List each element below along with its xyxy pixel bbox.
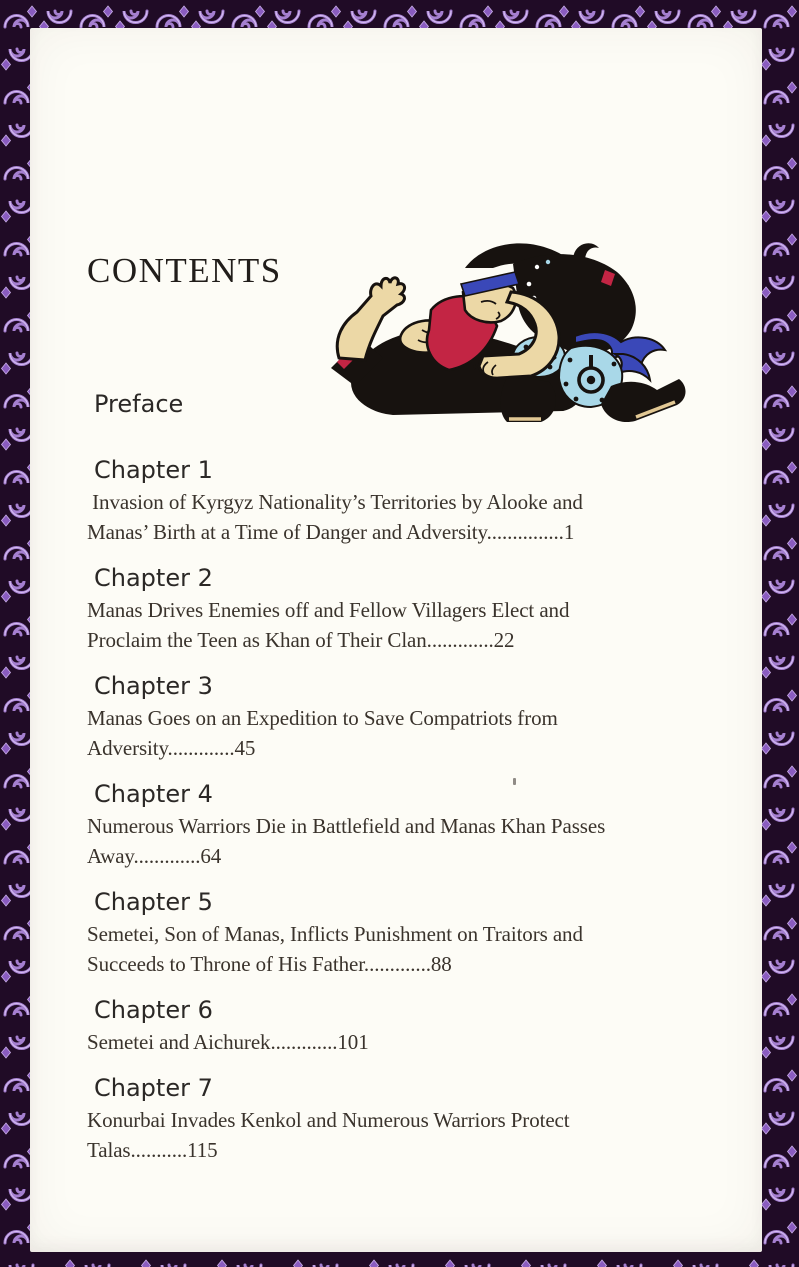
table-of-contents [87,455,667,1181]
chapter-heading: Chapter 3 [94,672,213,700]
toc-entry-chapter-4 [87,779,667,871]
chapter-description-line: Semetei and Aichurek.............101 [87,1030,369,1054]
chapter-description-line: Numerous Warriors Die in Battlefield and Manas Khan Passes [87,814,606,838]
chapter-description-line: Succeeds to Throne of His Father.............88 [87,952,452,976]
toc-entry-chapter-7 [87,1073,667,1165]
chapter-description-line: Manas’ Birth at a Time of Danger and Adversity...............1 [87,520,575,544]
chapter-heading: Chapter 4 [94,780,213,808]
chapter-description-line: Invasion of Kyrgyz Nationality’s Territories by Alooke and [87,490,583,514]
chapter-heading: Chapter 1 [94,456,213,484]
chapter-heading: Chapter 7 [94,1074,213,1102]
toc-entry-chapter-2 [87,563,667,655]
chapter-description-line: Konurbai Invades Kenkol and Numerous Warriors Protect [87,1108,570,1132]
book-page [30,28,762,1252]
chapter-description-line: Semetei, Son of Manas, Inflicts Punishment on Traitors and [87,922,583,946]
chapter-description-line: Away.............64 [87,844,222,868]
chapter-description-line: Manas Drives Enemies off and Fellow Villagers Elect and [87,598,570,622]
chapter-description-line: Manas Goes on an Expedition to Save Compatriots from [87,706,558,730]
chapter-description-line: Proclaim the Teen as Khan of Their Clan.............22 [87,628,515,652]
preface-entry: Preface [94,390,184,418]
chapter-description-line: Talas...........115 [87,1138,218,1162]
page-title: CONTENTS [87,251,282,290]
toc-entry-chapter-3 [87,671,667,763]
chapter-heading: Chapter 2 [94,564,213,592]
toc-entry-chapter-6 [87,995,667,1057]
chapter-heading: Chapter 5 [94,888,213,916]
toc-entry-chapter-5 [87,887,667,979]
chapter-description-line: Adversity.............45 [87,736,256,760]
chapter-heading: Chapter 6 [94,996,213,1024]
toc-entry-chapter-1 [87,455,667,547]
wrestlers-illustration [323,236,695,430]
print-speckle [513,778,516,785]
